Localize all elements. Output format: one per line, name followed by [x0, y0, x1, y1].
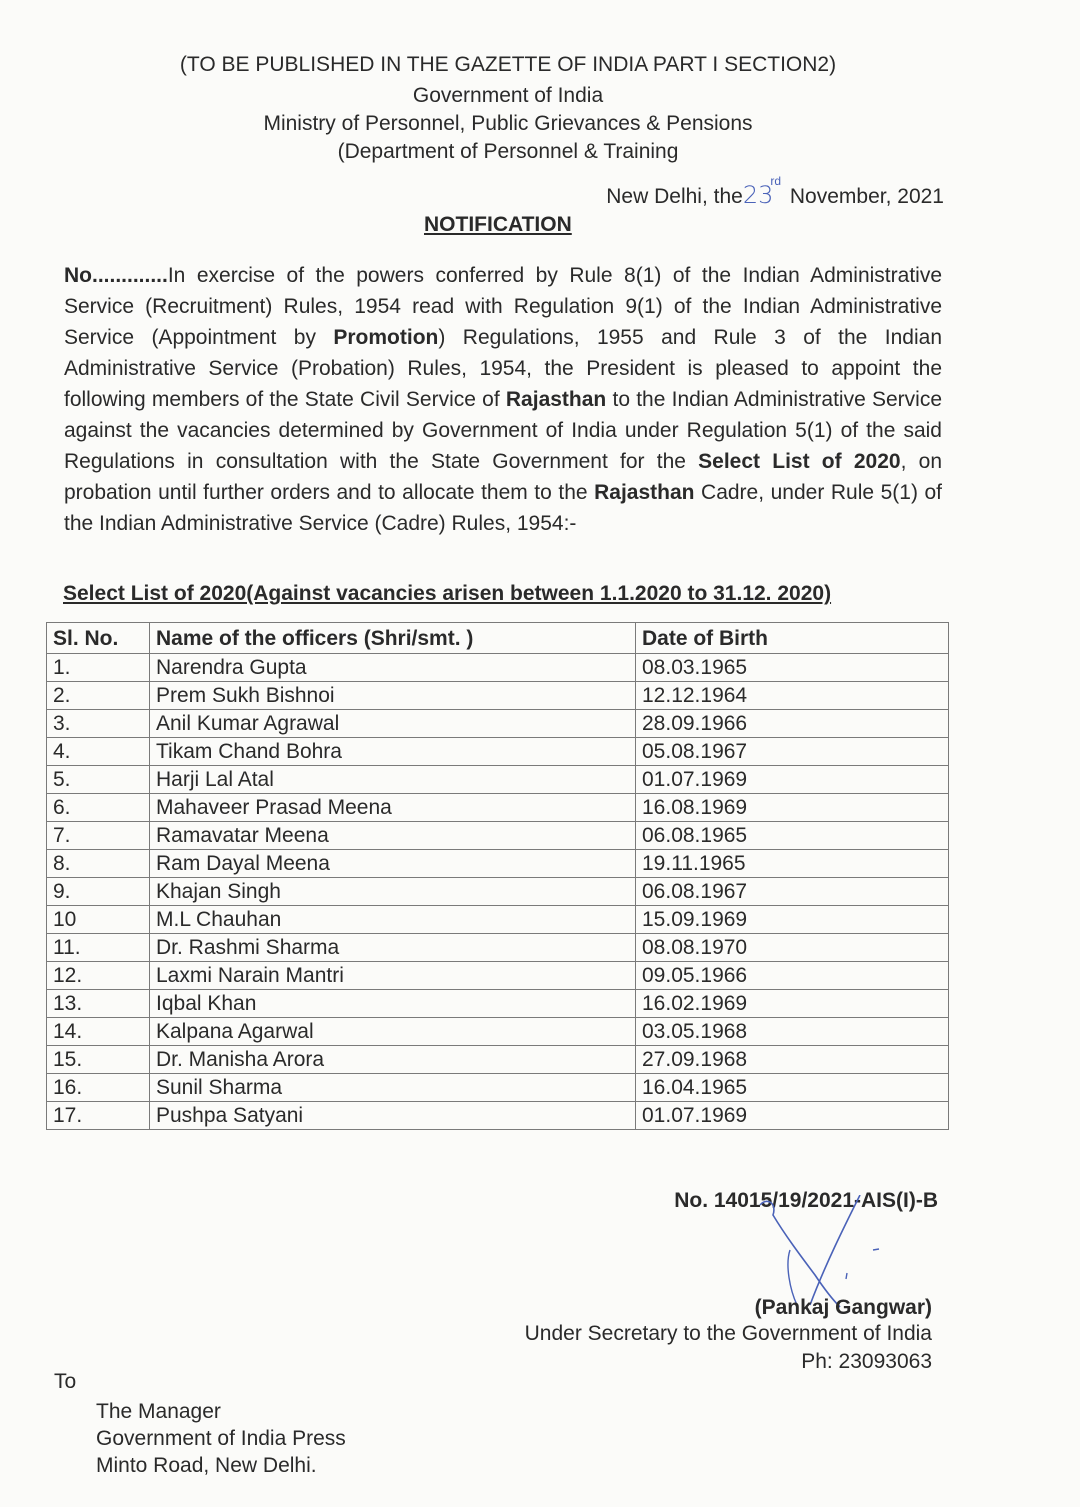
dob-cell: 28.09.1966 — [636, 710, 949, 738]
officer-name-cell: Harji Lal Atal — [150, 766, 636, 794]
officer-name-cell: Tikam Chand Bohra — [150, 738, 636, 766]
handwritten-day: 23 — [742, 181, 774, 209]
officer-name-cell: Ram Dayal Meena — [150, 850, 636, 878]
department-line: (Department of Personnel & Training — [337, 140, 679, 163]
table-row — [47, 990, 949, 1018]
body-bold-select-list: Select List of 2020 — [698, 450, 901, 473]
sl-no-cell: 5. — [47, 766, 150, 794]
sl-no-cell: 9. — [47, 878, 150, 906]
sl-no-cell: 15. — [47, 1046, 150, 1074]
notification-date — [606, 174, 944, 209]
to-label: To — [54, 1370, 77, 1393]
officer-name-cell: Pushpa Satyani — [150, 1102, 636, 1130]
table-header-row — [47, 623, 949, 654]
body-text-3: to the Indian Administrative Service against the vacancies determined by Government of India under Regulation 5(1) of the said Regulations in consultation with the State Government for the — [64, 388, 942, 473]
table-row — [47, 710, 949, 738]
dob-cell: 16.08.1969 — [636, 794, 949, 822]
body-text-1: In exercise of the powers conferred by Rule 8(1) of the Indian Administrative Service (Recruitment) Rules, 1954 read with Regulation 9(1) of the Indian Administrative Service (Appointment by — [64, 264, 942, 349]
notification-title: NOTIFICATION — [424, 213, 572, 236]
dob-cell: 12.12.1964 — [636, 682, 949, 710]
header-name: Name of the officers (Shri/smt. ) — [150, 623, 636, 654]
officer-name-cell: Kalpana Agarwal — [150, 1018, 636, 1046]
signatory-phone: Ph: 23093063 — [801, 1350, 932, 1373]
dob-cell: 16.04.1965 — [636, 1074, 949, 1102]
dob-cell: 06.08.1967 — [636, 878, 949, 906]
table-row — [47, 906, 949, 934]
body-text-2: ) Regulations, 1955 and Rule 3 of the Indian Administrative Service (Probation) Rules, 1954, the President is pleased to appoint the following members of the State Civil Service of — [64, 326, 943, 411]
dob-cell: 16.02.1969 — [636, 990, 949, 1018]
reference-number: No. 14015/19/2021-AIS(I)-B — [674, 1189, 938, 1212]
dob-cell: 27.09.1968 — [636, 1046, 949, 1074]
table-row — [47, 962, 949, 990]
dob-cell: 01.07.1969 — [636, 766, 949, 794]
dob-cell: 01.07.1969 — [636, 1102, 949, 1130]
sl-no-cell: 13. — [47, 990, 150, 1018]
sl-no-cell: 6. — [47, 794, 150, 822]
officer-name-cell: Laxmi Narain Mantri — [150, 962, 636, 990]
recipient-line: The Manager — [96, 1400, 221, 1423]
table-row — [47, 738, 949, 766]
no-label: No............. — [64, 264, 168, 287]
officer-name-cell: Prem Sukh Bishnoi — [150, 682, 636, 710]
sl-no-cell: 7. — [47, 822, 150, 850]
officer-name-cell: Mahaveer Prasad Meena — [150, 794, 636, 822]
recipient-line: Government of India Press — [96, 1427, 346, 1450]
sl-no-cell: 1. — [47, 654, 150, 682]
officer-name-cell: M.L Chauhan — [150, 906, 636, 934]
date-rest: November, 2021 — [789, 185, 944, 208]
sl-no-cell: 12. — [47, 962, 150, 990]
body-bold-rajasthan: Rajasthan — [505, 388, 607, 411]
sl-no-cell: 16. — [47, 1074, 150, 1102]
ministry-line: Ministry of Personnel, Public Grievances & Pensions — [263, 112, 753, 135]
officer-name-cell: Iqbal Khan — [150, 990, 636, 1018]
sl-no-cell: 11. — [47, 934, 150, 962]
table-row — [47, 1046, 949, 1074]
government-line: Government of India — [412, 84, 604, 107]
sl-no-cell: 8. — [47, 850, 150, 878]
signatory-name: (Pankaj Gangwar) — [754, 1296, 932, 1319]
dob-cell: 06.08.1965 — [636, 822, 949, 850]
date-prefix: New Delhi, the — [606, 185, 743, 208]
sl-no-cell: 4. — [47, 738, 150, 766]
sl-no-cell: 14. — [47, 1018, 150, 1046]
officer-name-cell: Anil Kumar Agrawal — [150, 710, 636, 738]
recipient-line: Minto Road, New Delhi. — [96, 1454, 317, 1477]
table-row — [47, 1074, 949, 1102]
table-row — [47, 682, 949, 710]
officer-name-cell: Khajan Singh — [150, 878, 636, 906]
recipient-address — [96, 1398, 346, 1479]
officers-table — [46, 622, 949, 1130]
dob-cell: 19.11.1965 — [636, 850, 949, 878]
table-row — [47, 850, 949, 878]
sl-no-cell: 17. — [47, 1102, 150, 1130]
officer-name-cell: Dr. Manisha Arora — [150, 1046, 636, 1074]
table-row — [47, 1018, 949, 1046]
body-text-5: Cadre, under Rule 5(1) of the Indian Administrative Service (Cadre) Rules, 1954:- — [64, 481, 943, 535]
body-text-4: , on probation until further orders and to allocate them to the — [64, 450, 942, 504]
officer-name-cell: Dr. Rashmi Sharma — [150, 934, 636, 962]
dob-cell: 15.09.1969 — [636, 906, 949, 934]
signatory-title: Under Secretary to the Government of India — [524, 1322, 932, 1345]
dob-cell: 03.05.1968 — [636, 1018, 949, 1046]
body-bold-promotion: Promotion — [333, 326, 439, 349]
officer-name-cell: Ramavatar Meena — [150, 822, 636, 850]
officer-name-cell: Narendra Gupta — [150, 654, 636, 682]
table-row — [47, 878, 949, 906]
table-row — [47, 1102, 949, 1130]
table-row — [47, 794, 949, 822]
table-row — [47, 822, 949, 850]
sl-no-cell: 3. — [47, 710, 150, 738]
header-dob: Date of Birth — [636, 623, 949, 654]
dob-cell: 08.08.1970 — [636, 934, 949, 962]
gazette-line: (TO BE PUBLISHED IN THE GAZETTE OF INDIA PART I SECTION2) — [179, 53, 837, 76]
sl-no-cell: 10 — [47, 906, 150, 934]
officer-name-cell: Sunil Sharma — [150, 1074, 636, 1102]
table-row — [47, 766, 949, 794]
dob-cell: 08.03.1965 — [636, 654, 949, 682]
dob-cell: 05.08.1967 — [636, 738, 949, 766]
notification-body — [64, 260, 942, 539]
sl-no-cell: 2. — [47, 682, 150, 710]
body-bold-rajasthan-cadre: Rajasthan — [594, 481, 695, 504]
header-sl-no: Sl. No. — [47, 623, 150, 654]
dob-cell: 09.05.1966 — [636, 962, 949, 990]
handwritten-suffix: rd — [770, 174, 782, 188]
table-row — [47, 654, 949, 682]
table-row — [47, 934, 949, 962]
select-list-title: Select List of 2020(Against vacancies arisen between 1.1.2020 to 31.12. 2020) — [63, 582, 832, 605]
